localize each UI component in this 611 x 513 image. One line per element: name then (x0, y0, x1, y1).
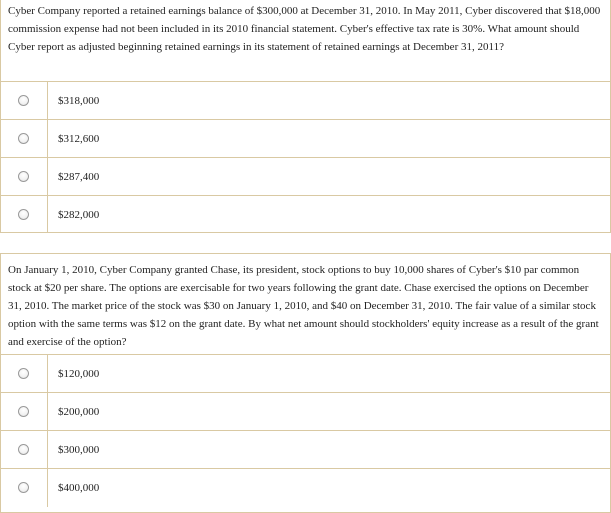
question-2-option-b[interactable] (1, 393, 610, 431)
option-label[interactable]: $120,000 (58, 368, 100, 380)
radio-button-icon[interactable] (18, 95, 29, 106)
option-label[interactable]: $287,400 (58, 171, 100, 183)
option-label[interactable]: $282,000 (58, 209, 100, 221)
question-1-option-d[interactable] (1, 196, 610, 234)
option-label[interactable]: $200,000 (58, 406, 100, 418)
radio-cell (1, 158, 48, 195)
question-1 (0, 0, 611, 233)
question-1-option-c[interactable] (1, 158, 610, 196)
radio-button-icon[interactable] (18, 368, 29, 379)
question-1-option-a[interactable] (1, 82, 610, 120)
question-spacer (0, 233, 611, 253)
option-label[interactable]: $300,000 (58, 444, 100, 456)
option-label[interactable]: $400,000 (58, 482, 100, 494)
question-2 (0, 253, 611, 513)
radio-cell (1, 82, 48, 119)
question-2-text: On January 1, 2010, Cyber Company granted Chase, its president, stock options to buy 10,000 shares of Cyber's $10 par common stock at $20 per share. The options are exercisable for two years following the grant date. Chase exercised the options on December 31, 2010. The market price of the stock was $30 on January 1, 2010, and $40 on December 31, 2010. The fair value of a similar stock option with the same terms was $12 on the grant date. By what net amount should stockholders' equity increase as a result of the grant and exercise of the option? (1, 254, 610, 355)
radio-button-icon[interactable] (18, 482, 29, 493)
question-2-option-c[interactable] (1, 431, 610, 469)
radio-cell (1, 196, 48, 234)
radio-button-icon[interactable] (18, 133, 29, 144)
radio-button-icon[interactable] (18, 406, 29, 417)
question-1-option-b[interactable] (1, 120, 610, 158)
radio-button-icon[interactable] (18, 209, 29, 220)
radio-cell (1, 431, 48, 468)
question-2-option-d[interactable] (1, 469, 610, 507)
radio-button-icon[interactable] (18, 444, 29, 455)
option-label[interactable]: $312,600 (58, 133, 100, 145)
radio-cell (1, 393, 48, 430)
question-2-option-a[interactable] (1, 355, 610, 393)
question-1-text: Cyber Company reported a retained earnings balance of $300,000 at December 31, 2010. In May 2011, Cyber discovered that $18,000 commission expense had not been included in its 2010 financial statement. Cyber's effective tax rate is 30%. What amount should Cyber report as adjusted beginning retained earnings in its statement of retained earnings at December 31, 2011? (1, 0, 610, 82)
radio-cell (1, 120, 48, 157)
option-label[interactable]: $318,000 (58, 95, 100, 107)
radio-cell (1, 469, 48, 507)
radio-button-icon[interactable] (18, 171, 29, 182)
radio-cell (1, 355, 48, 392)
